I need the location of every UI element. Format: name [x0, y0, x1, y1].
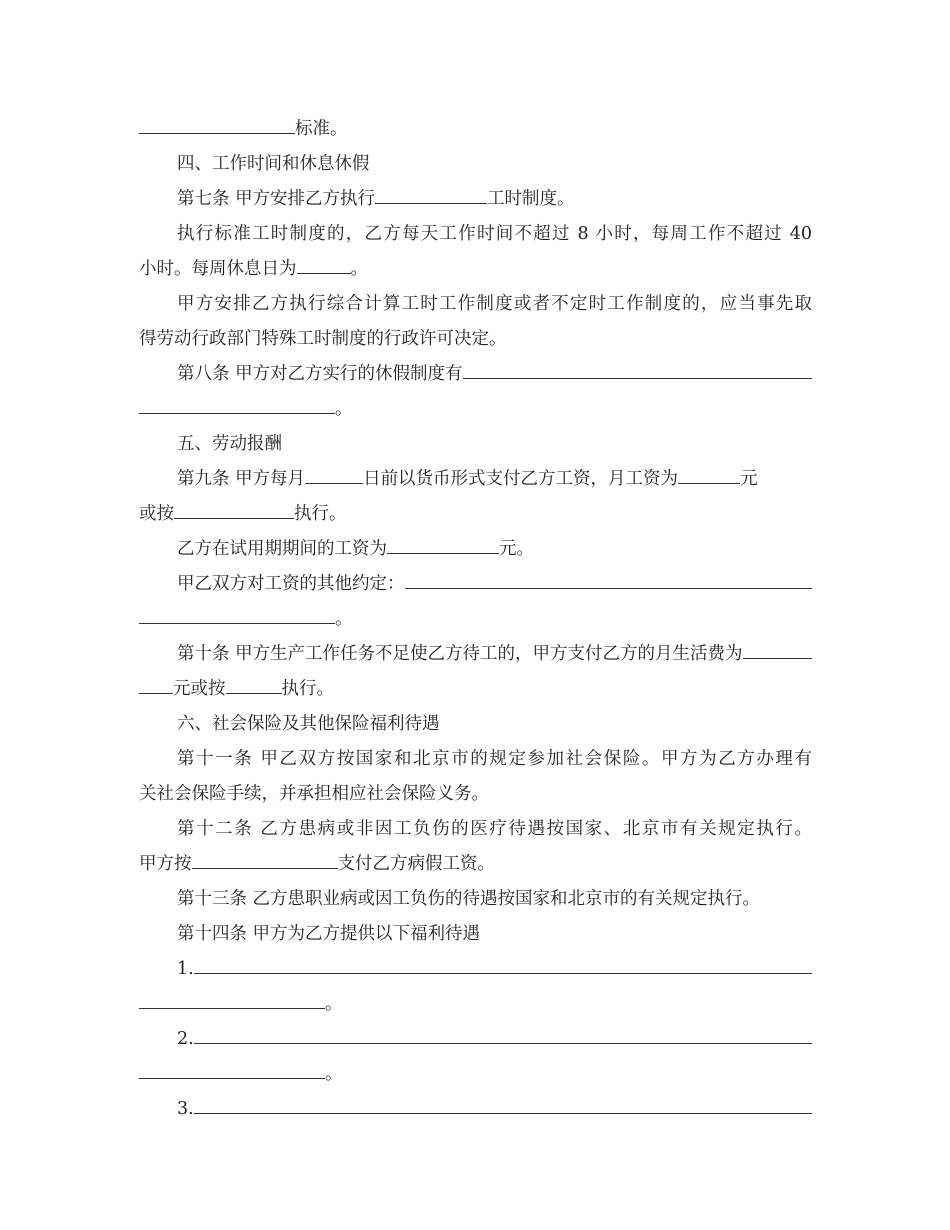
benefit-item-1: 1.: [139, 954, 812, 984]
article-11-cont: 关社会保险手续，并承担相应社会保险义务。: [139, 784, 489, 804]
blank-field: [194, 955, 812, 974]
article-12-cont: 甲方按 支付乙方病假工资。: [139, 849, 812, 879]
paragraph-other-wage-cont: 。: [139, 604, 812, 634]
paragraph-special-hours: 甲方安排乙方执行综合计算工时工作制度或者不定时工作制度的，应当事先取: [177, 294, 812, 314]
section-heading-remuneration: 五、劳动报酬: [177, 434, 282, 454]
blank-field: [139, 395, 335, 414]
blank-field: [174, 500, 294, 519]
blank-field: [226, 675, 282, 694]
section-heading-work-time: 四、工作时间和休息休假: [177, 154, 370, 174]
line-standard: 标准。: [139, 114, 812, 144]
section-heading-social-insurance: 六、社会保险及其他保险福利待遇: [177, 714, 440, 734]
paragraph-other-wage: 甲乙双方对工资的其他约定：: [139, 569, 812, 599]
article-10-cont: 元或按 执行。: [139, 674, 812, 704]
benefit-item-2: 2.: [139, 1024, 812, 1054]
paragraph-special-hours-cont: 得劳动行政部门特殊工时制度的行政许可决定。: [139, 329, 507, 349]
blank-field: [297, 255, 351, 274]
blank-field: [139, 605, 335, 624]
blank-field: [139, 1060, 325, 1079]
article-8: 第八条 甲方对乙方实行的休假制度有: [139, 359, 812, 389]
paragraph-probation-wage: 乙方在试用期期间的工资为 元。: [139, 534, 812, 564]
blank-field: [139, 115, 295, 134]
paragraph-standard-hours: 执行标准工时制度的，乙方每天工作时间不超过 8 小时，每周工作不超过 40: [177, 224, 812, 244]
article-12: 第十二条 乙方患病或非因工负伤的医疗待遇按国家、北京市有关规定执行。: [177, 819, 812, 839]
paragraph-rest-days: 小时。每周休息日为 。: [139, 254, 812, 284]
article-13: 第十三条 乙方患职业病或因工负伤的待遇按国家和北京市的有关规定执行。: [177, 889, 761, 909]
article-14: 第十四条 甲方为乙方提供以下福利待遇: [177, 924, 481, 944]
blank-field: [463, 360, 812, 379]
blank-field: [305, 465, 363, 484]
blank-field: [375, 185, 487, 204]
blank-field: [194, 1095, 812, 1114]
article-10: 第十条 甲方生产工作任务不足使乙方待工的，甲方支付乙方的月生活费为: [139, 639, 812, 669]
benefit-item-3: 3.: [139, 1094, 812, 1124]
benefit-item-1-cont: 。: [139, 989, 812, 1019]
blank-field: [743, 640, 812, 659]
benefit-item-2-cont: 。: [139, 1059, 812, 1089]
article-8-cont: 。: [139, 394, 812, 424]
blank-field: [387, 535, 499, 554]
article-7: 第七条 甲方安排乙方执行 工时制度。: [139, 184, 812, 214]
article-9-cont: 或按 执行。: [139, 499, 812, 529]
blank-field: [139, 675, 173, 694]
blank-field: [405, 570, 813, 589]
blank-field: [192, 850, 338, 869]
article-9: 第九条 甲方每月 日前以货币形式支付乙方工资，月工资为 元: [139, 464, 812, 494]
article-11: 第十一条 甲乙双方按国家和北京市的规定参加社会保险。甲方为乙方办理有: [177, 749, 812, 769]
blank-field: [139, 990, 325, 1009]
blank-field: [194, 1025, 812, 1044]
blank-field: [678, 465, 740, 484]
